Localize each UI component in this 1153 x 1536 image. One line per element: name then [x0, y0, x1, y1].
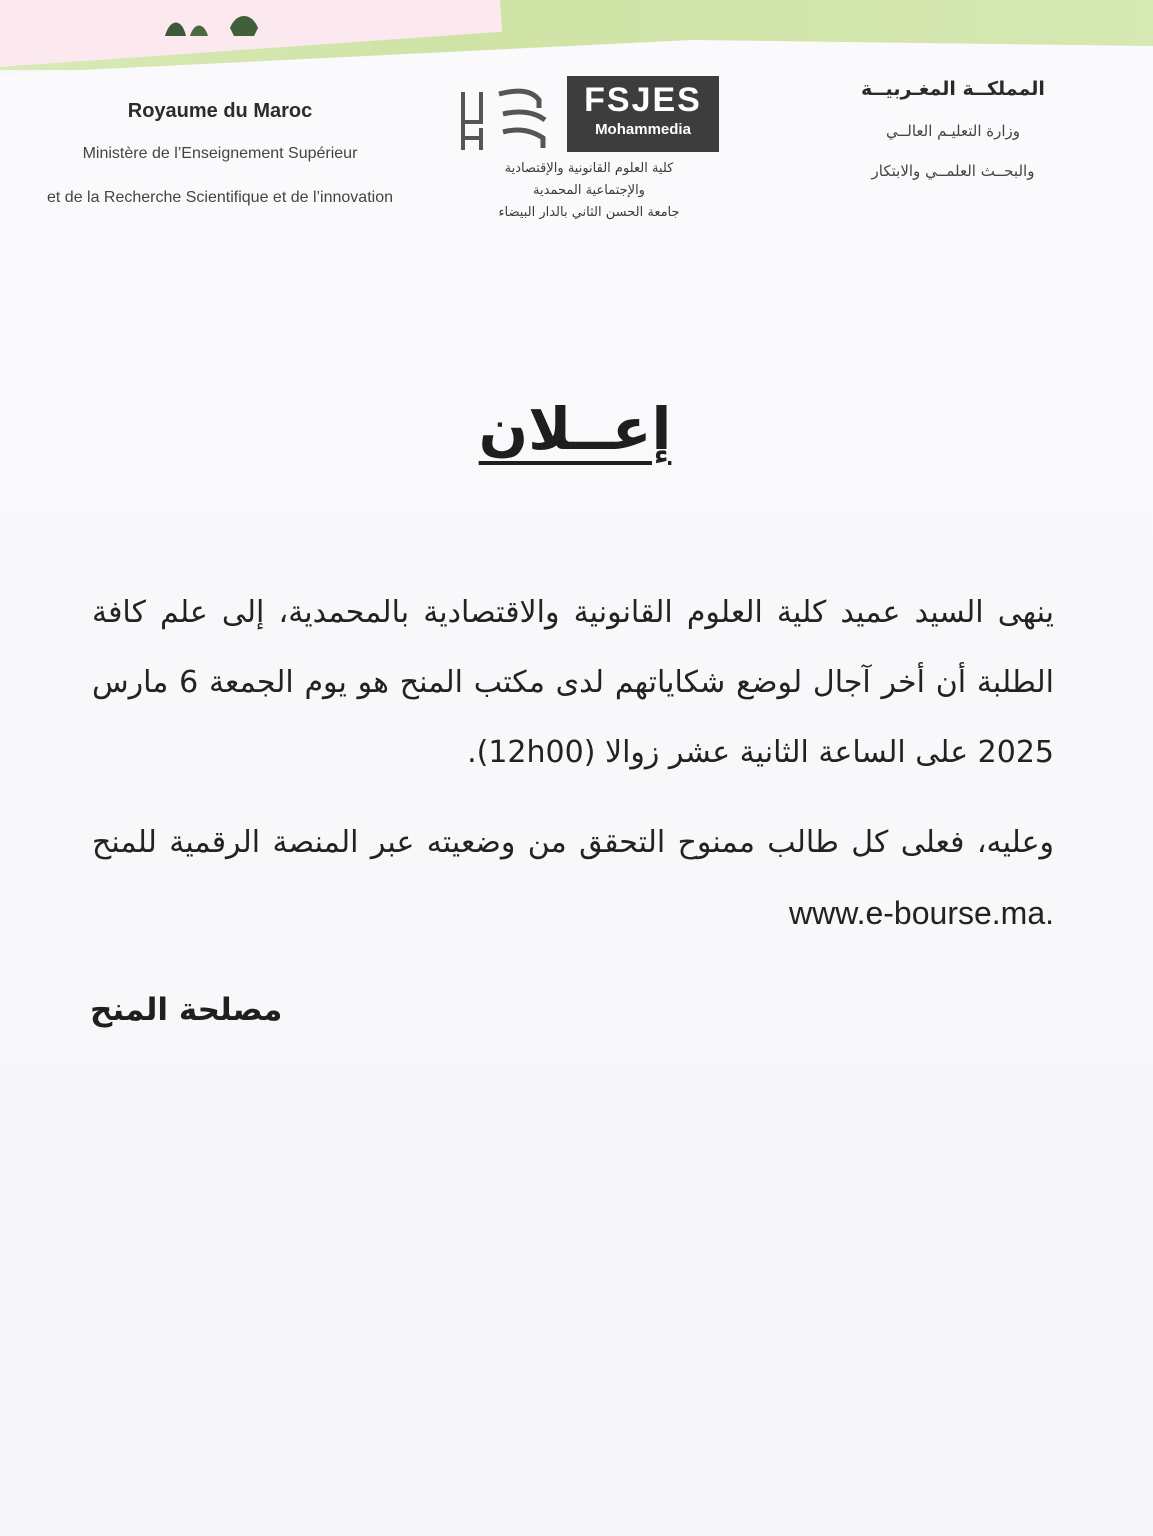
faculty-logo	[455, 76, 725, 236]
logo-city: Mohammedia	[595, 121, 691, 138]
ministry-line2-fr: et de la Recherche Scientifique et de l’innovation	[47, 189, 393, 206]
ministry-line1-fr: Ministère de l’Enseignement Supérieur	[82, 145, 358, 162]
e-bourse-link[interactable]: www.e-bourse.ma.	[789, 895, 1054, 931]
logo-ar-line2: والإجتماعية المحمدية	[533, 183, 645, 198]
announcement-body	[92, 578, 1054, 970]
paragraph-verification	[92, 808, 1054, 950]
header-french	[0, 100, 440, 233]
paragraph-verification-text: وعليه، فعلى كل طالب ممنوح التحقق من وضعيته عبر المنصة الرقمية للمنح	[92, 825, 1054, 860]
logo-ar-line3: جامعة الحسن الثاني بالدار البيضاء	[498, 205, 680, 220]
logo-badge	[567, 76, 719, 152]
paragraph-deadline: ينهى السيد عميد كلية العلوم القانونية والاقتصادية بالمحمدية، إلى علم كافة الطلبة أن أخر آجال لوضع شكاياتهم لدى مكتب المنح هو يوم الجمعة 6 مارس 2025 على الساعة الثانية عشر زوالا (12h00).	[92, 595, 1054, 770]
ministry-line1-ar: وزارة التعليـم العالــي	[885, 122, 1021, 140]
header-arabic	[833, 78, 1073, 202]
decorative-pattern-icon	[160, 8, 280, 38]
kingdom-title-ar: المملكــة المغـربيــة	[861, 78, 1045, 100]
uh2c-logo-icon	[459, 88, 563, 152]
announcement-heading: إعــلان	[478, 395, 672, 463]
logo-arabic-caption	[455, 158, 723, 224]
logo-acronym: FSJES	[584, 81, 702, 119]
ministry-line2-ar: والبحــث العلمــي والابتكار	[871, 162, 1035, 180]
kingdom-title-fr: Royaume du Maroc	[127, 100, 313, 122]
logo-ar-line1: كلية العلوم القانونية والإقتصادية	[504, 161, 674, 176]
signature-office: مصلحة المنح	[90, 992, 283, 1028]
